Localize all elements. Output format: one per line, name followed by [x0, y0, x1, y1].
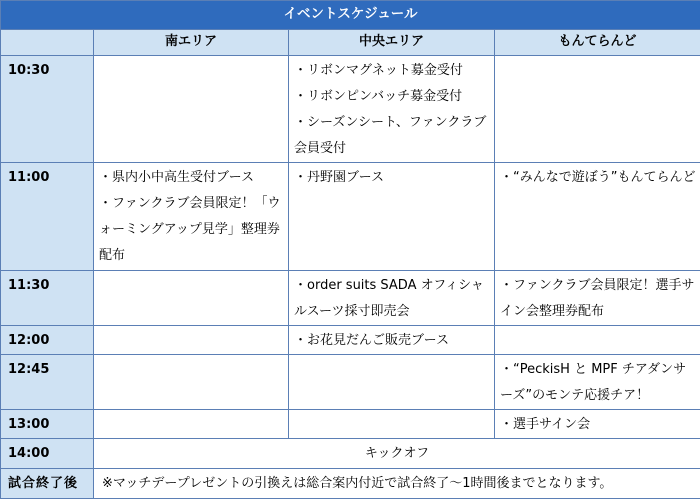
event-item: ・丹野園ブース	[294, 165, 491, 191]
event-item: ・ファンクラブ会員限定！「ウォーミングアップ見学」整理券配布	[99, 191, 285, 269]
event-item: ・“PeckisH と MPF チアダンサーズ”のモンテ応援チア！	[500, 357, 697, 409]
central-area-cell	[289, 326, 495, 355]
time-slot: 11:30	[1, 271, 94, 326]
time-slot: 11:00	[1, 163, 94, 271]
event-item: ・お花見だんご販売ブース	[294, 328, 491, 354]
south-area-cell	[94, 271, 289, 326]
after-match-note: ※マッチデープレゼントの引換えは総合案内付近で試合終了～1時間後までとなります。	[94, 469, 700, 499]
event-item: ・ファンクラブ会員限定！選手サイン会整理券配布	[500, 273, 697, 325]
schedule-row	[1, 326, 700, 355]
time-slot: 12:00	[1, 326, 94, 355]
south-area-cell	[94, 410, 289, 439]
central-area-cell	[289, 410, 495, 439]
event-item: ・“みんなで遊ぼう”もんてらんど	[500, 165, 697, 191]
monteland-cell	[495, 163, 700, 271]
schedule-row	[1, 355, 700, 410]
time-slot: 10:30	[1, 56, 94, 163]
monteland-cell	[495, 56, 700, 163]
central-area-cell	[289, 271, 495, 326]
south-area-cell	[94, 163, 289, 271]
footer-row	[1, 469, 700, 499]
kickoff-row	[1, 439, 700, 469]
time-column-header	[1, 30, 94, 56]
central-area-cell	[289, 163, 495, 271]
schedule-title: イベントスケジュール	[1, 1, 700, 30]
schedule-row	[1, 163, 700, 271]
central-area-header: 中央エリア	[289, 30, 495, 56]
time-slot: 13:00	[1, 410, 94, 439]
schedule-row	[1, 271, 700, 326]
monteland-cell	[495, 326, 700, 355]
south-area-cell	[94, 355, 289, 410]
after-match-label: 試合終了後	[1, 469, 94, 499]
schedule-row	[1, 410, 700, 439]
monteland-header: もんてらんど	[495, 30, 700, 56]
kickoff-label: キックオフ	[94, 439, 700, 469]
event-item: ・シーズンシート、ファンクラブ会員受付	[294, 110, 491, 162]
schedule-body	[1, 56, 700, 499]
kickoff-time: 14:00	[1, 439, 94, 469]
monteland-cell	[495, 355, 700, 410]
event-item: ・リボンマグネット募金受付	[294, 58, 491, 84]
monteland-cell	[495, 410, 700, 439]
event-item: ・県内小中高生受付ブース	[99, 165, 285, 191]
south-area-cell	[94, 326, 289, 355]
event-item: ・order suits SADA オフィシャルスーツ採寸即売会	[294, 273, 491, 325]
south-area-header: 南エリア	[94, 30, 289, 56]
central-area-cell	[289, 56, 495, 163]
event-item: ・リボンピンバッチ募金受付	[294, 84, 491, 110]
central-area-cell	[289, 355, 495, 410]
time-slot: 12:45	[1, 355, 94, 410]
event-item: ・選手サイン会	[500, 412, 697, 438]
monteland-cell	[495, 271, 700, 326]
south-area-cell	[94, 56, 289, 163]
schedule-row	[1, 56, 700, 163]
